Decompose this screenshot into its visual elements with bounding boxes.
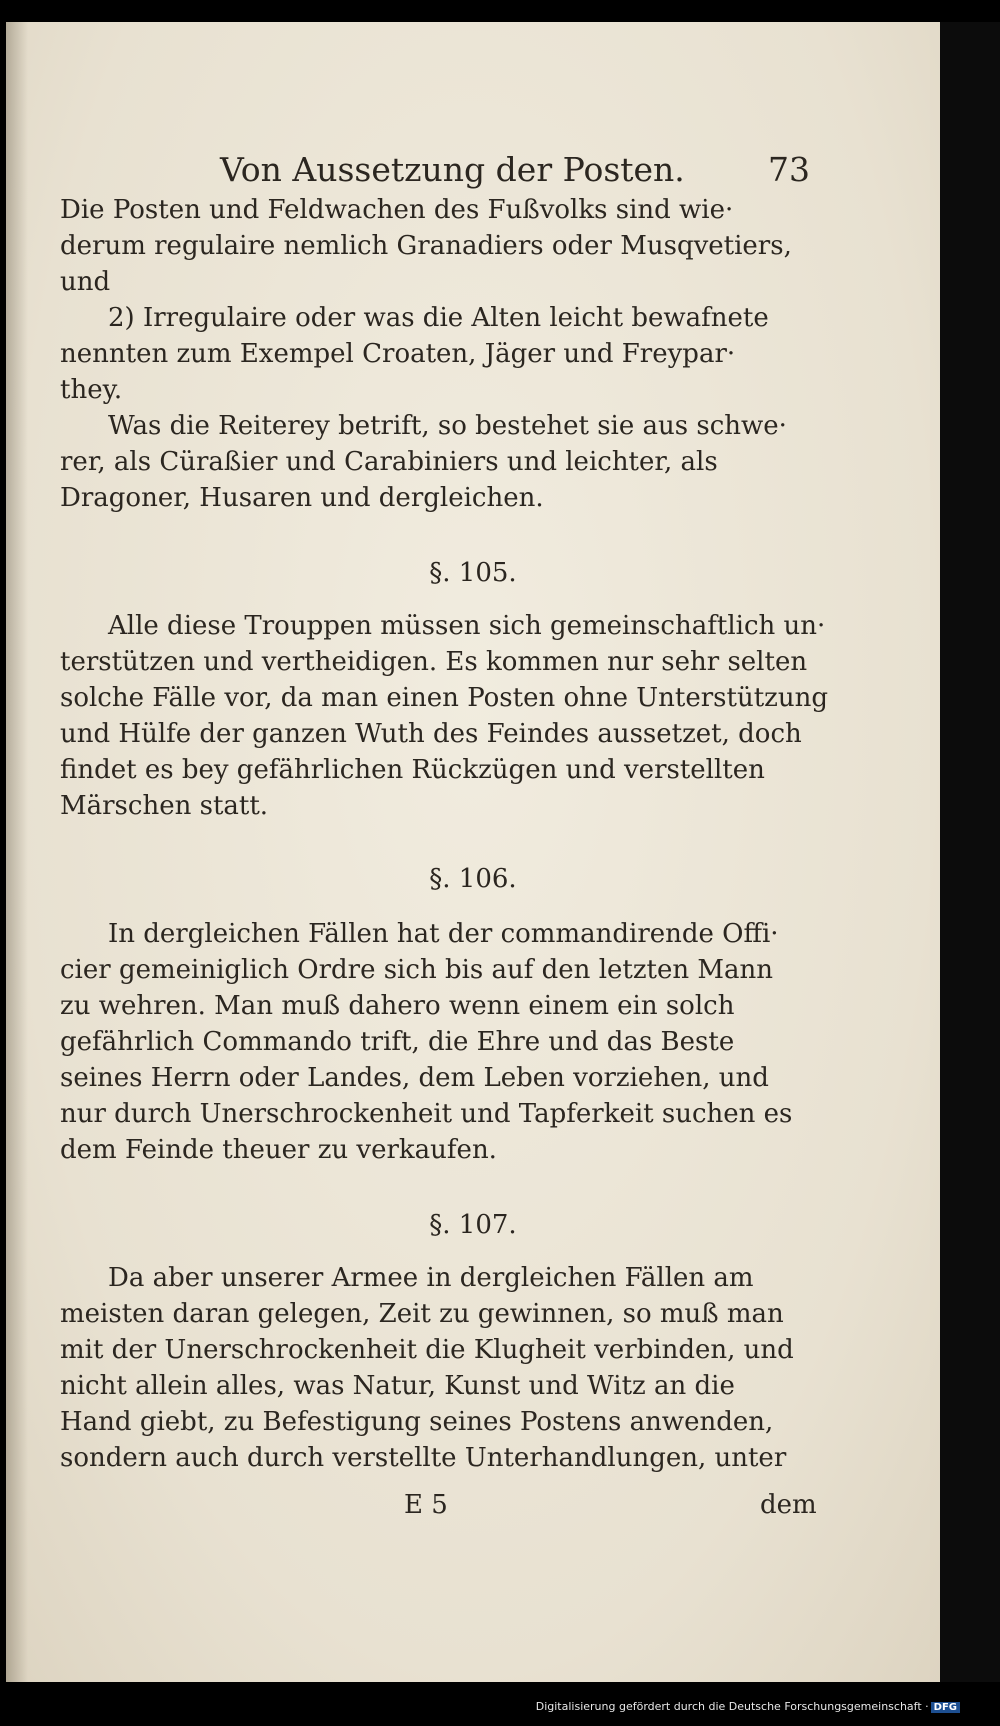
text-line: dem Feinde theuer zu verkaufen. bbox=[60, 1135, 497, 1165]
text-line: nicht allein alles, was Natur, Kunst und Witz an die bbox=[60, 1371, 735, 1401]
text-line: 2) Irregulaire oder was die Alten leicht bewafnete bbox=[108, 303, 769, 333]
text-line: findet es bey gefährlichen Rückzügen und verstellten bbox=[60, 755, 765, 785]
text-line: terstützen und vertheidigen. Es kommen nur sehr selten bbox=[60, 647, 808, 677]
section-heading: §. 106. bbox=[429, 864, 517, 894]
paragraph-3 bbox=[60, 408, 820, 516]
text-line: derum regulaire nemlich Granadiers oder Musqvetiers, bbox=[60, 231, 792, 261]
page-number: 73 bbox=[768, 150, 810, 189]
text-line: Da aber unserer Armee in dergleichen Fällen am bbox=[108, 1263, 754, 1293]
paragraph-6 bbox=[60, 1260, 820, 1476]
section-heading: §. 105. bbox=[429, 558, 517, 588]
spine-shadow bbox=[6, 22, 28, 1682]
text-line: In dergleichen Fällen hat der commandirende Offi· bbox=[108, 919, 779, 949]
paragraph-1 bbox=[60, 192, 820, 300]
text-line: und Hülfe der ganzen Wuth des Feindes aussetzet, doch bbox=[60, 719, 802, 749]
book-page bbox=[6, 22, 940, 1682]
text-line: mit der Unerschrockenheit die Klugheit verbinden, und bbox=[60, 1335, 794, 1365]
text-line: und bbox=[60, 267, 111, 297]
paragraph-4 bbox=[60, 608, 829, 824]
text-line: gefährlich Commando trift, die Ehre und das Beste bbox=[60, 1027, 735, 1057]
dfg-logo: DFG bbox=[931, 1702, 960, 1713]
text-line: cier gemeiniglich Ordre sich bis auf den letzten Mann bbox=[60, 955, 773, 985]
text-line: Alle diese Trouppen müssen sich gemeinschaftlich un· bbox=[108, 611, 826, 641]
paragraph-5 bbox=[60, 916, 820, 1168]
dark-margin-strip bbox=[940, 22, 1000, 1682]
text-line: they. bbox=[60, 375, 123, 405]
digitization-credit bbox=[536, 1700, 960, 1713]
text-line: solche Fälle vor, da man einen Posten ohne Unterstützung bbox=[60, 683, 829, 713]
text-line: zu wehren. Man muß dahero wenn einem ein solch bbox=[60, 991, 735, 1021]
running-title: Von Aussetzung der Posten. bbox=[220, 150, 685, 189]
text-line: Was die Reiterey betrift, so bestehet sie aus schwe· bbox=[108, 411, 787, 441]
credit-text: Digitalisierung gefördert durch die Deutsche Forschungsgemeinschaft · bbox=[535, 1700, 929, 1713]
text-line: Hand giebt, zu Befestigung seines Postens anwenden, bbox=[60, 1407, 774, 1437]
text-line: Märschen statt. bbox=[60, 791, 269, 821]
section-heading: §. 107. bbox=[429, 1210, 517, 1240]
text-line: seines Herrn oder Landes, dem Leben vorziehen, und bbox=[60, 1063, 769, 1093]
text-line: nur durch Unerschrockenheit und Tapferkeit suchen es bbox=[60, 1099, 793, 1129]
text-line: rer, als Cüraßier und Carabiniers und leichter, als bbox=[60, 447, 718, 477]
text-line: nennten zum Exempel Croaten, Jäger und Freypar· bbox=[60, 339, 736, 369]
paragraph-2 bbox=[60, 300, 820, 408]
catchword: dem bbox=[760, 1490, 817, 1520]
text-line: Dragoner, Husaren und dergleichen. bbox=[60, 483, 544, 513]
text-line: Die Posten und Feldwachen des Fußvolks sind wie· bbox=[60, 195, 734, 225]
text-line: sondern auch durch verstellte Unterhandlungen, unter bbox=[60, 1443, 787, 1473]
signature-mark: E 5 bbox=[404, 1490, 448, 1520]
text-line: meisten daran gelegen, Zeit zu gewinnen, so muß man bbox=[60, 1299, 784, 1329]
